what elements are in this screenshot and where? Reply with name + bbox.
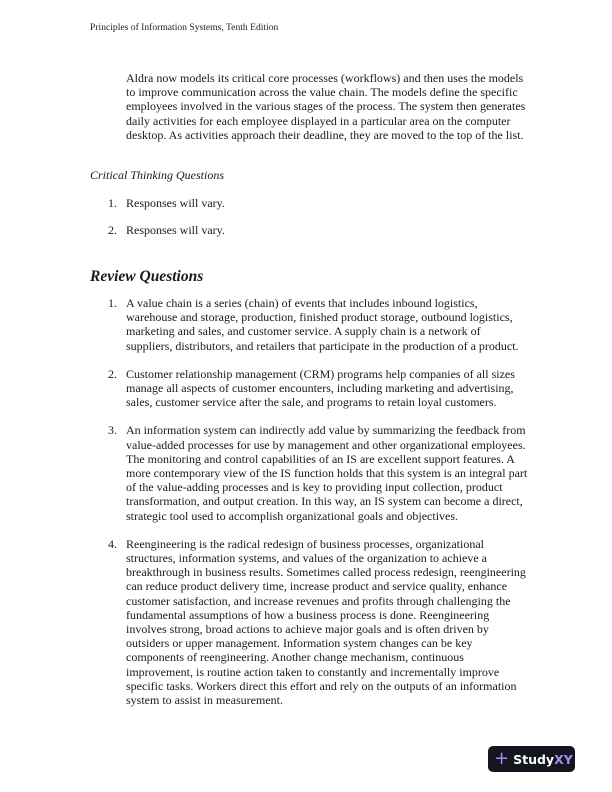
item-number: 1. [108, 296, 117, 310]
list-item [0, 223, 612, 250]
plus-icon: + [494, 748, 510, 769]
list-item [0, 196, 612, 223]
review-questions-heading: Review Questions [90, 268, 204, 285]
critical-thinking-heading: Critical Thinking Questions [90, 168, 225, 182]
item-text: Customer relationship management (CRM) programs help companies of all sizes manage all aspects of customer encounters, including marketing and advertising, sales, customer service after the sale, and programs to retain loyal customers. [126, 366, 515, 410]
item-text: A value chain is a series (chain) of events that includes inbound logistics, warehouse and storage, production, finished product storage, outbound logistics, marketing and sales, and customer service. A supply chain is a network of suppliers, distributors, and retailers that participate in the production of a product. [126, 296, 519, 353]
item-number: 1. [108, 196, 117, 210]
running-header: Principles of Information Systems, Tenth Edition [90, 22, 279, 33]
item-text: An information system can indirectly add value by summarizing the feedback from value-added processes for use by management and other organizational employees. The monitoring and control capabilities of an IS are excellent support features. A more contemporary view of the IS function holds that this system is an integral part of the value-adding processes and is key to providing input collection, product transformation, and output creation. In this way, an IS system can become a direct, strategic tool used to accomplish organizational goals and objectives. [126, 423, 528, 523]
studyxy-watermark[interactable] [488, 746, 575, 772]
review-questions-list [0, 296, 612, 721]
item-text: Responses will vary. [126, 223, 225, 237]
case-paragraph: Aldra now models its critical core processes (workflows) and then uses the models to improve communication across the value chain. The models define the specific employees involved in the various stages of the process. The system then generates daily activities for each employee displayed in a particular area on the computer desktop. As activities approach their deadline, they are moved to the top of the list. [126, 71, 526, 142]
item-number: 2. [108, 366, 117, 381]
list-item [0, 296, 612, 353]
critical-thinking-list [0, 196, 612, 250]
item-number: 3. [108, 423, 117, 438]
item-number: 4. [108, 536, 117, 551]
item-number: 2. [108, 223, 117, 237]
item-text: Responses will vary. [126, 196, 225, 210]
item-text: Reengineering is the radical redesign of business processes, organizational structures, information systems, and values of the organization to achieve a breakthrough in business results. Sometimes called process redesign, reengineering can reduce product delivery time, increase product and service quality, enhance customer satisfaction, and increase revenues and profits through challenging the fundamental assumptions of how a business process is done. Reengineering involves strong, broad actions to achieve major goals and is often driven by outsiders or upper management. Information system changes can be key components of reengineering. Another change mechanism, continuous improvement, is routine action taken to constantly and incrementally improve specific tasks. Workers direct this effort and rely on the outputs of an information system to assist in measurement. [126, 536, 526, 708]
list-item [0, 367, 612, 410]
brand-name-accent: XY [554, 751, 573, 767]
list-item [0, 537, 612, 707]
brand-name: Study [513, 751, 555, 767]
list-item [0, 423, 612, 522]
